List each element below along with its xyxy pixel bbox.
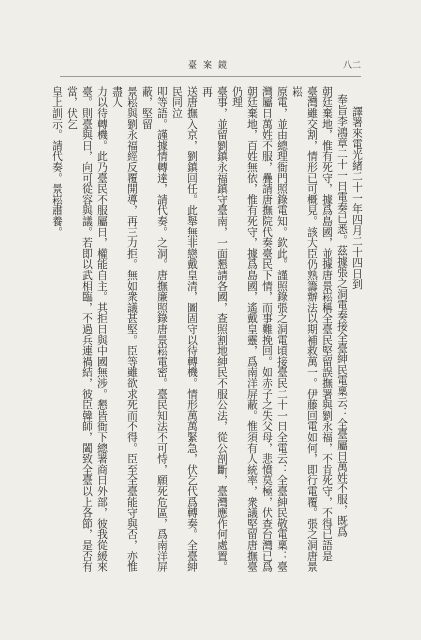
text-column: 朝廷棄地，惟有死守，據爲島國，並據唐景崧稱全臺民堅留誤撫署與劉永福，不肯死守，不得已語是: [321, 86, 334, 562]
text-column: 力以待轉機。此乃臺民不服屬日，權能自主。其拒日與中國無涉。懇皆衙下總署商日外部，彼我從緩來: [96, 86, 109, 572]
text-column: 臺灣雖交割，情形已可概見。該大臣仍熟籌辦法以期補救萬一。伊藤回電如何，即行電覆。張之洞唐景崧: [291, 86, 319, 572]
text-column: 臺事，並留劉鎮永福鎮守臺南，一面懇請各國，查照割地紳民不服公法，從公剖斷，臺灣應作何處置。再: [201, 86, 229, 572]
book-title: 臺案鏡: [187, 61, 234, 71]
text-column: 皇上訓示。請代奏。景崧肅養。: [51, 86, 64, 238]
telegram-heading: 譯署來電光緒二十一年四月二十四日到: [351, 106, 364, 290]
text-column: 景崧與劉永福經反覆開導，再三力拒。無如衆議甚堅。臣等雖欲求死而不得。臣至全臺能守與否，亦惟盡人: [111, 86, 139, 572]
text-column: 叩等語。謹據情轉達，請代奏。之洞。唐撫廉照錄唐景崧電密。臺民知法不可恃，願死危區，爲南洋屏蔽，堅留: [141, 86, 169, 572]
page-number: 八二: [342, 61, 361, 71]
text-column: 原電，並由總理衙門照錄電知。欽此。謹照錄張之洞電頃接臺民二十一日全電云：全臺紳民敬電稟：臺: [276, 86, 289, 572]
text-column: 奉旨李鴻章二十一日電奏已悉。茲據張之洞電奏接全臺紳民電稟云：全臺屬日萬姓不服，既爲: [336, 94, 349, 537]
text-column: 送唐撫入京，劉鎮回任。此舉無非戀戴皇清，圖固守以待轉機。情形萬萬緊急，伏乞代爲轉奏。全臺紳民同泣: [171, 86, 199, 572]
text-column: 臺。則臺與日，向可從容與議。若即以武相臨，不過兵連禍結，彼臣韓師，闔致全臺以上各節，是否有當，伏乞: [66, 86, 94, 572]
vertical-text-body: [51, 86, 365, 576]
text-column: 灣屬日萬姓不服，疊請唐撫院代奏臺民下情，而事難挽回。如赤子之失父母，悲憤莫極，伏查台灣已爲: [261, 86, 274, 572]
page-header: [60, 56, 361, 77]
text-column: 朝廷棄地，百姓無依，惟有死守，據爲島國，遙戴皇靈，爲南洋屏蔽。惟須有人統率，衆議堅留唐撫臺仍理: [231, 86, 259, 572]
